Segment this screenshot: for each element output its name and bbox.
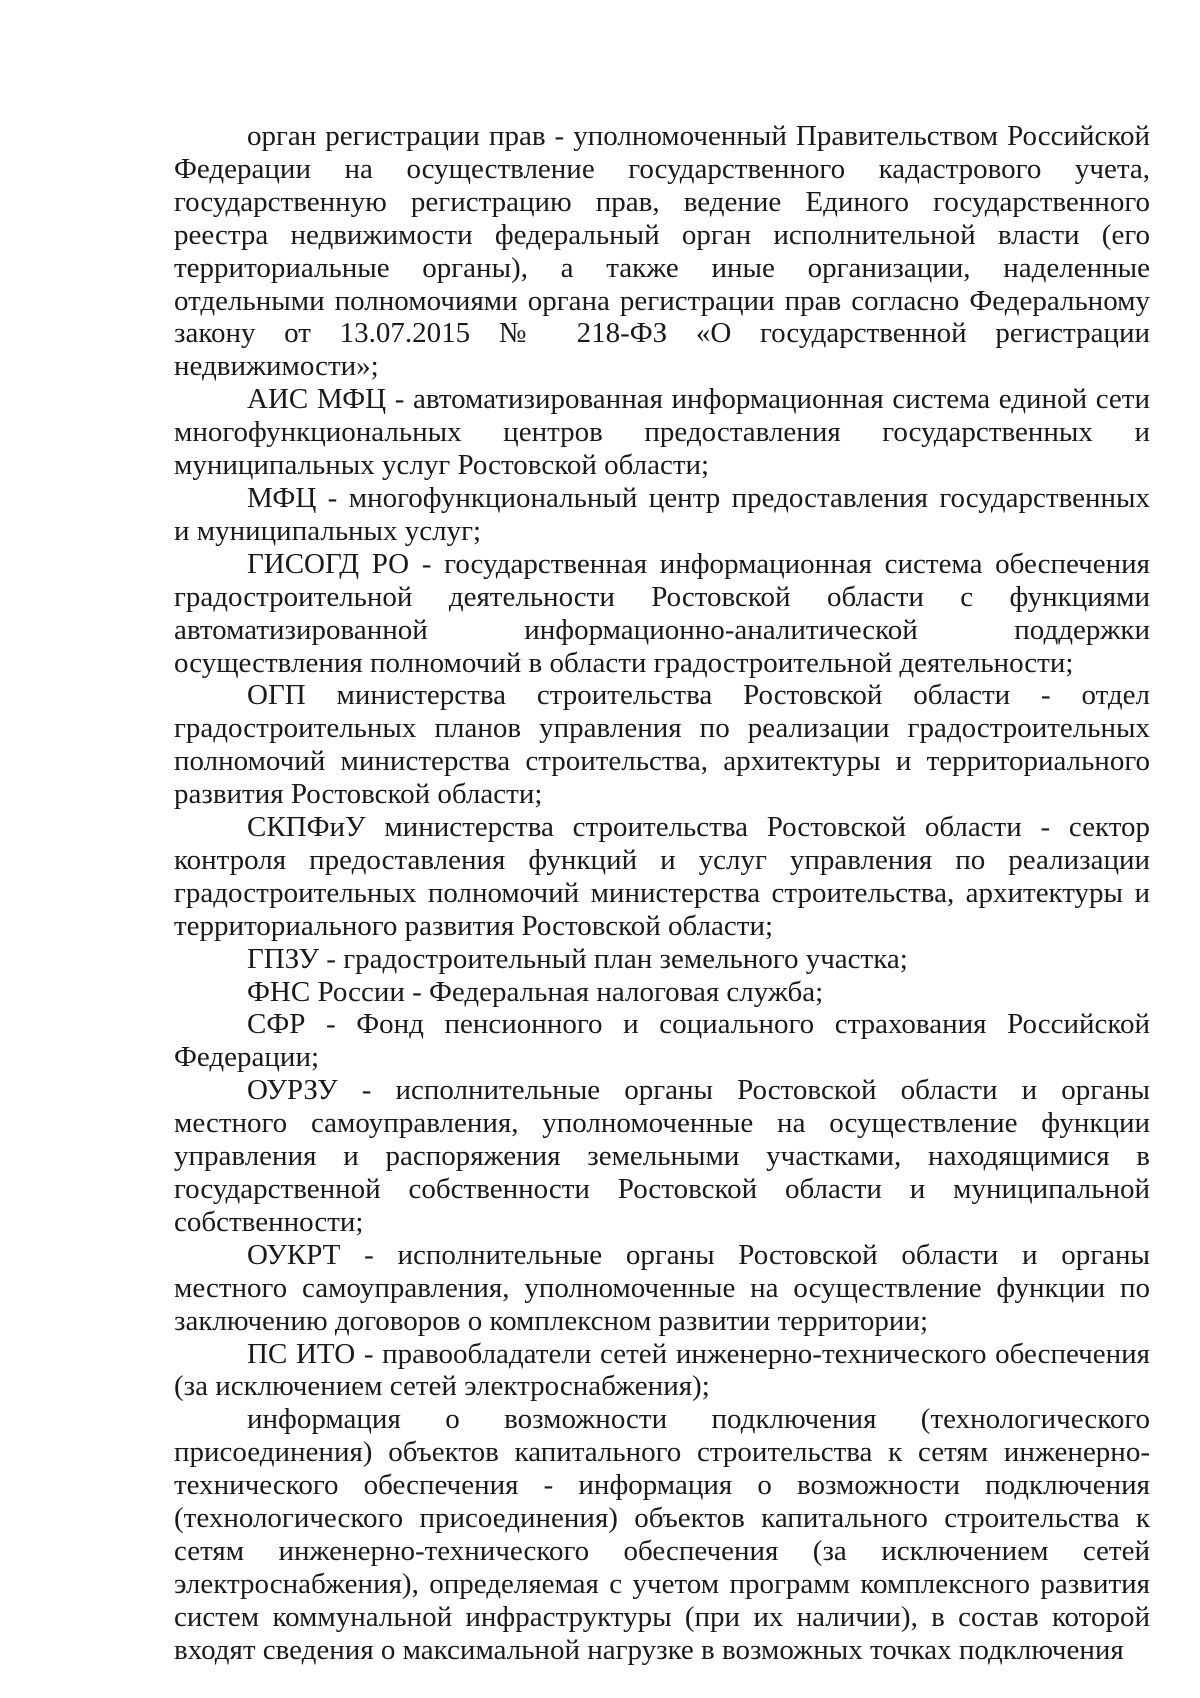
definition-paragraph: ОУКРТ - исполнительные органы Ростовской области и органы местного самоуправления, уполномоченные на осуществление функции по заключению договоров о комплексном развитии территории; [174,1238,1150,1337]
definition-paragraph: ГПЗУ - градостроительный план земельного участка; [247,942,908,975]
definition-paragraph: ФНС России - Федеральная налоговая служба; [247,975,824,1008]
definition-paragraph: ОГП министерства строительства Ростовской области - отдел градостроительных планов управления по реализации градостроительных полномочий министерства строительства, архитектуры и территориального развития Ростовской области; [174,679,1150,811]
document-page [174,120,1150,1667]
definition-paragraph: СКПФиУ министерства строительства Ростовской области - сектор контроля предоставления функций и услуг управления по реализации градостроительных полномочий министерства строительства, архитектуры и территориального развития Ростовской области; [174,811,1150,942]
definition-paragraph: информация о возможности подключения (технологического присоединения) объектов капитального строительства к сетям инженерно-технического обеспечения - информация о возможности подключения (технологического присоединения) объектов капитального строительства к сетям инженерно-технического обеспечения (за исключением сетей электроснабжения), определяемая с учетом программ комплексного развития систем коммунальной инфраструктуры (при их наличии), в состав которой входят сведения о максимальной нагрузке в возможных точках подключения [174,1403,1150,1666]
definition-paragraph: ПС ИТО - правообладатели сетей инженерно-технического обеспечения (за исключением сетей электроснабжения); [174,1337,1150,1403]
definition-paragraph: ОУРЗУ - исполнительные органы Ростовской области и органы местного самоуправления, уполномоченные на осуществление функции управления и распоряжения земельными участками, находящимися в государственной собственности Ростовской области и муниципальной собственности; [174,1074,1150,1238]
definition-paragraph: СФР - Фонд пенсионного и социального страхования Российской Федерации; [174,1008,1150,1074]
definition-paragraph: ГИСОГД РО - государственная информационная система обеспечения градостроительной деятельности Ростовской области с функциями автоматизированной информационно-аналитической поддержки осуществления полномочий в области градостроительной деятельности; [174,547,1150,679]
definition-paragraph: МФЦ - многофункциональный центр предоставления государственных и муниципальных услуг; [174,481,1150,547]
definition-paragraph: орган регистрации прав - уполномоченный Правительством Российской Федерации на осуществление государственного кадастрового учета, государственную регистрацию прав, ведение Единого государственного реестра недвижимости федеральный орган исполнительной власти (его территориальные органы), а также иные организации, наделенные отдельными полномочиями органа регистрации прав согласно Федеральному закону от 13.07.2015 № 218-ФЗ «О государственной регистрации недвижимости»; [174,120,1150,383]
definition-paragraph: АИС МФЦ - автоматизированная информационная система единой сети многофункциональных центров предоставления государственных и муниципальных услуг Ростовской области; [174,383,1150,482]
